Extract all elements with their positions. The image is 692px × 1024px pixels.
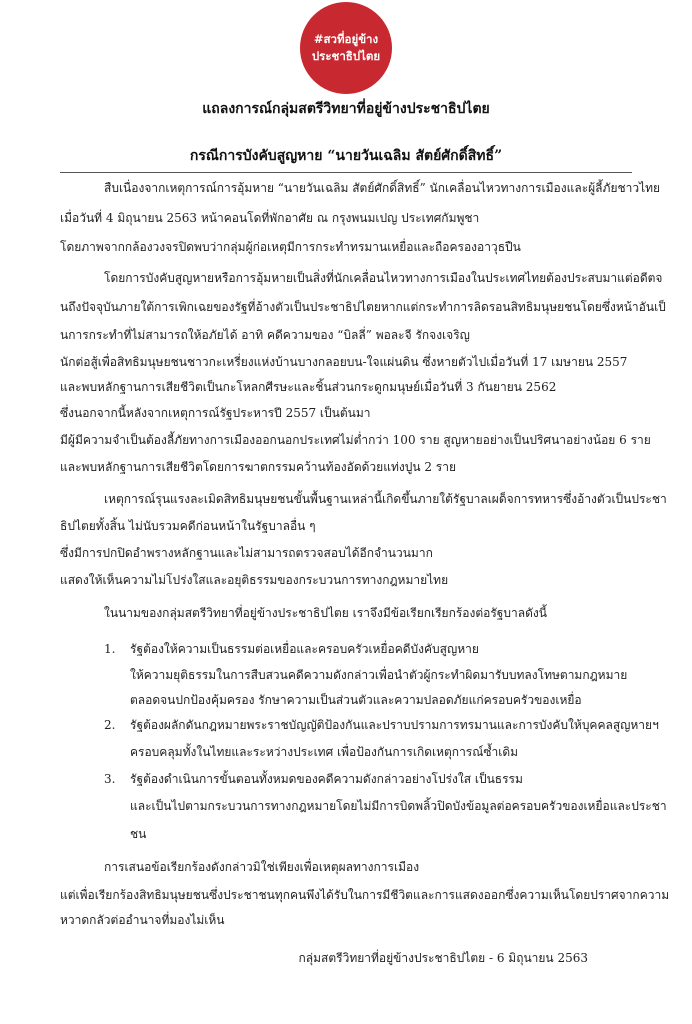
para2-line-4: นักต่อสู้เพื่อสิทธิมนุษยชนชาวกะเหรี่ยงแห่งบ้านบางกลอยบน-ใจแผ่นดิน ซึ่งหายตัวไปเมื่อวันที่ 17 เมษายน 2557 <box>60 355 628 369</box>
para3-line-4: แสดงให้เห็นความไม่โปร่งใสและอยุติธรรมของกระบวนการทางกฎหมายไทย <box>60 573 449 587</box>
para2-line-2: นถึงปัจจุบันภายใต้การเพิกเฉยของรัฐที่อ้างตัวเป็นประชาธิปไตยหากแต่กระทำการลิดรอนสิทธิมนุษยชนโดยซึ่งหน้าอันเป็ <box>60 300 666 314</box>
demand-3-line-3: ชน <box>130 827 147 841</box>
para1-line-2: เมื่อวันที่ 4 มิถุนายน 2563 หน้าคอนโดที่พักอาศัย ณ กรุงพนมเปญ ประเทศกัมพูชา <box>60 211 480 225</box>
para2-line-8: และพบหลักฐานการเสียชีวิตโดยการฆาตกรรมคว้านท้องอัดด้วยแท่งปูน 2 ราย <box>60 460 457 474</box>
demand-3-line-1: รัฐต้องดำเนินการขั้นตอนทั้งหมดของคดีความดังกล่าวอย่างโปร่งใส เป็นธรรม <box>130 772 523 786</box>
demand-1-line-1: รัฐต้องให้ความเป็นธรรมต่อเหยื่อและครอบครัวเหยื่อคดีบังคับสูญหาย <box>130 642 479 656</box>
para2-line-5: และพบหลักฐานการเสียชีวิตเป็นกะโหลกศีรษะและชิ้นส่วนกระดูกมนุษย์เมื่อวันที่ 3 กันยายน 2562 <box>60 380 557 394</box>
para1-line-1: สืบเนื่องจากเหตุการณ์การอุ้มหาย “นายวันเฉลิม สัตย์ศักดิ์สิทธิ์” นักเคลื่อนไหวทางการเมืองและผู้ลี้ภัยชาวไทย <box>104 181 661 195</box>
demand-2-line-1: รัฐต้องผลักดันกฎหมายพระราชบัญญัติป้องกันและปราบปรามการทรมานและการบังคับให้บุคคลสูญหายฯ <box>130 718 659 732</box>
demand-2-line-2: ครอบคลุมทั้งในไทยและระหว่างประเทศ เพื่อป้องกันการเกิดเหตุการณ์ซ้ำเดิม <box>130 745 519 759</box>
para2-line-6: ซึ่งนอกจากนี้หลังจากเหตุการณ์รัฐประหารปี 2557 เป็นต้นมา <box>60 406 371 420</box>
para5-line-1: การเสนอข้อเรียกร้องดังกล่าวมิใช่เพียงเพื่อเหตุผลทางการเมือง <box>104 860 420 874</box>
para4-intro: ในนามของกลุ่มสตรีวิทยาที่อยู่ข้างประชาธิปไตย เราจึงมีข้อเรียกเรียกร้องต่อรัฐบาลดังนี้ <box>104 606 547 620</box>
para5-line-2: แต่เพื่อเรียกร้องสิทธิมนุษยชนซึ่งประชาชนทุกคนพึงได้รับในการมีชีวิตและการแสดงออกซึ่งความเห็นโดยปราศจากความ <box>60 888 670 902</box>
para3-line-1: เหตุการณ์รุนแรงละเมิดสิทธิมนุษยชนขั้นพื้นฐานเหล่านี้เกิดขึ้นภายใต้รัฐบาลเผด็จการทหารซึ่งอ้างตัวเป็นประชา <box>104 492 667 506</box>
para3-line-3: ซึ่งมีการปกปิดอำพรางหลักฐานและไม่สามารถตรวจสอบได้อีกจำนวนมาก <box>60 546 433 560</box>
demand-1-line-3: ตลอดจนปกป้องคุ้มครอง รักษาความเป็นส่วนตัวและความปลอดภัยแก่ครอบครัวของเหยื่อ <box>130 693 582 707</box>
signature-line: กลุ่มสตรีวิทยาที่อยู่ข้างประชาธิปไตย - 6 มิถุนายน 2563 <box>298 951 588 965</box>
statement-subtitle: กรณีการบังคับสูญหาย “นายวันเฉลิม สัตย์ศักดิ์สิทธิ์” <box>189 148 503 164</box>
demand-1-line-2: ให้ความยุติธรรมในการสืบสวนคดีความดังกล่าวเพื่อนำตัวผู้กระทำผิดมารับบทลงโทษตามกฎหมาย <box>130 668 628 682</box>
logo-line-2: ประชาธิปไตย <box>311 49 381 63</box>
para5-line-3: หวาดกลัวต่ออำนาจที่มองไม่เห็น <box>60 913 225 927</box>
para1-line-3: โดยภาพจากกล้องวงจรปิดพบว่ากลุ่มผู้ก่อเหตุมีการกระทำทรมานเหยื่อและถือครองอาวุธปืน <box>60 240 521 254</box>
title-divider <box>60 172 632 173</box>
para2-line-7: มีผู้มีความจำเป็นต้องลี้ภัยทางการเมืองออกนอกประเทศไม่ต่ำกว่า 100 ราย สูญหายอย่างเป็นปริศนาอย่างน้อย 6 ราย <box>60 433 651 447</box>
para3-line-2: ธิปไตยทั้งสิ้น ไม่นับรวมคดีก่อนหน้าในรัฐบาลอื่น ๆ <box>60 519 316 533</box>
logo-badge <box>300 2 392 94</box>
para2-line-1: โดยการบังคับสูญหายหรือการอุ้มหายเป็นสิ่งที่นักเคลื่อนไหวทางการเมืองในประเทศไทยต้องประสบมาแต่อดีตจ <box>104 271 663 285</box>
demand-1-number: 1. <box>104 642 116 656</box>
demand-3-number: 3. <box>104 772 116 786</box>
demand-2-number: 2. <box>104 718 116 732</box>
statement-title: แถลงการณ์กลุ่มสตรีวิทยาที่อยู่ข้างประชาธิปไตย <box>202 101 490 117</box>
para2-line-3: นการกระทำที่ไม่สามารถให้อภัยได้ อาทิ คดีความของ “บิลลี่” พอละจี รักจงเจริญ <box>60 328 470 342</box>
demand-3-line-2: และเป็นไปตามกระบวนการทางกฎหมายโดยไม่มีการบิดพลิ้วปิดบังข้อมูลต่อครอบครัวของเหยื่อและประชา <box>130 799 667 813</box>
logo-line-1: #สวที่อยู่ข้าง <box>313 32 379 46</box>
